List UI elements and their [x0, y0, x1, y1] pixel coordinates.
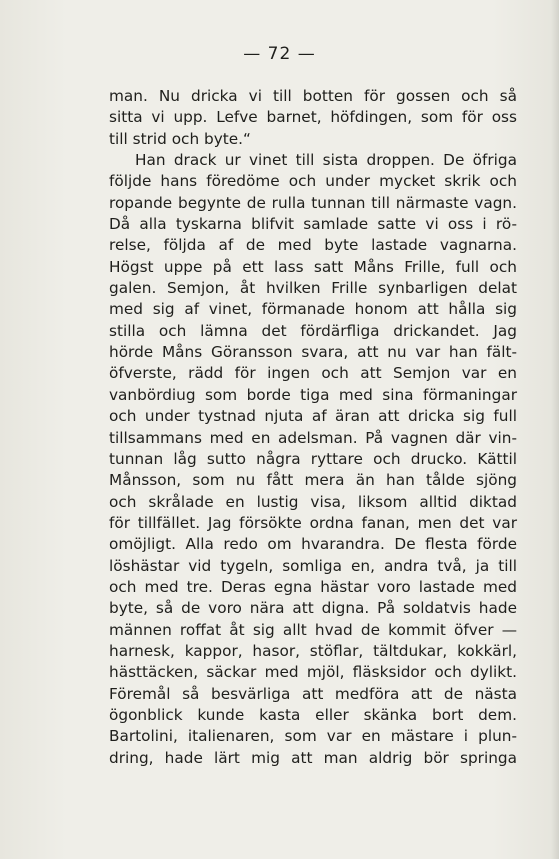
text-line: Då alla tyskarna blifvit samlade satte vi oss i rö- [109, 215, 517, 234]
text-line: sitta vi upp. Lefve barnet, höfdingen, som för oss [109, 108, 517, 127]
text-line: löshästar vid tygeln, somliga en, andra två, ja till [109, 556, 517, 575]
text-line: galen. Semjon, åt hvilken Frille synbarligen delat [109, 279, 517, 298]
text-line: männen roffat åt sig allt hvad de kommit öfver — [109, 620, 517, 639]
text-line: ropande begynte de rulla tunnan till närmaste vagn. [109, 193, 517, 212]
text-line: vanbördiug som borde tiga med sina förmaningar [109, 385, 517, 404]
text-line: Han drack ur vinet till sista droppen. De öfriga [135, 151, 517, 170]
text-line: omöjligt. Alla redo om hvarandra. De flesta förde [109, 535, 517, 554]
page-number: — 72 — [243, 44, 316, 64]
page-edge-shadow [551, 0, 559, 859]
text-line: Föremål så besvärliga att medföra att de nästa [109, 684, 517, 703]
text-line: stilla och lämna det fördärfliga drickandet. Jag [109, 321, 517, 340]
text-line: öfverste, rädd för ingen och att Semjon var en [109, 364, 517, 383]
text-line: till strid och byte.“ [109, 129, 251, 148]
text-line: och skrålade en lustig visa, liksom alltid diktad [109, 492, 517, 511]
text-line: tillsammans med en adelsman. På vagnen där vin- [109, 428, 517, 447]
text-line: Högst uppe på ett lass satt Måns Frille, full och [109, 257, 517, 276]
text-line: följde hans föredöme och under mycket skrik och [109, 172, 517, 191]
text-line: byte, så de voro nära att digna. På soldatvis hade [109, 599, 517, 618]
text-line: med sig af vinet, förmanade honom att hålla sig [109, 300, 517, 319]
text-line: och under tystnad njuta af äran att dricka sig full [109, 407, 517, 426]
text-line: tunnan låg sutto några ryttare och drucko. Kättil [109, 449, 517, 468]
text-line: Bartolini, italienaren, som var en mästare i plun- [109, 727, 517, 746]
text-line: man. Nu dricka vi till botten för gossen och så [109, 87, 517, 105]
text-line: harnesk, kappor, hasor, stöflar, tältdukar, kokkärl, [109, 641, 517, 660]
text-line: dring, hade lärt mig att man aldrig bör springa [109, 748, 517, 767]
text-line: hörde Måns Göransson svara, att nu var han fält- [109, 343, 517, 362]
text-line: ögonblick kunde kasta eller skänka bort dem. [109, 705, 517, 724]
text-line: hästtäcken, säckar med mjöl, fläsksidor och dylikt. [109, 663, 517, 682]
text-line: för tillfället. Jag försökte ordna fanan, men det var [109, 513, 517, 532]
body-text [109, 86, 517, 769]
text-line: Månsson, som nu fått mera än han tålde sjöng [109, 471, 517, 490]
text-line: relse, följda af de med byte lastade vagnarna. [109, 236, 517, 255]
text-line: och med tre. Deras egna hästar voro lastade med [109, 577, 517, 596]
